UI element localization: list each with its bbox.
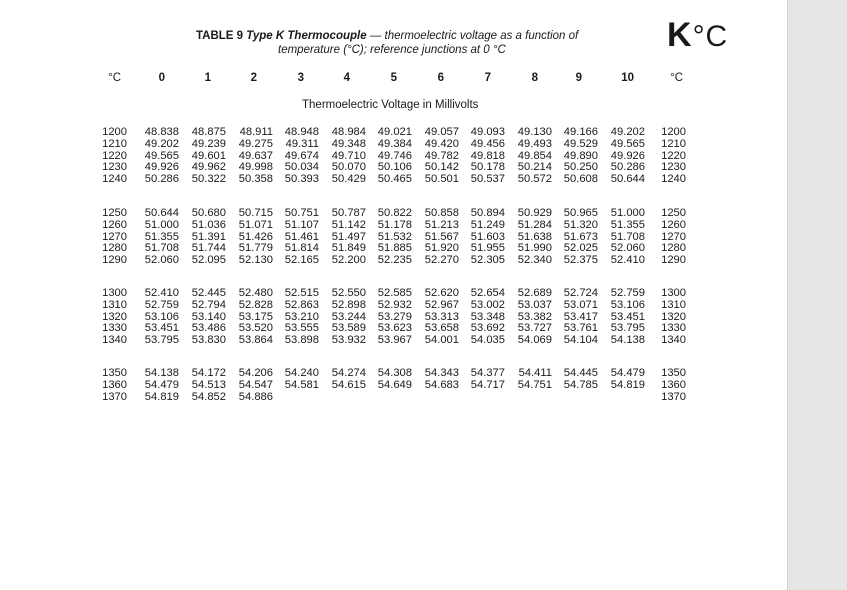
voltage-cell: 49.384 [377, 137, 412, 150]
voltage-cell: 51.000 [144, 218, 179, 231]
voltage-cell: 54.852 [191, 390, 226, 403]
column-header-6: 6 [437, 72, 444, 84]
voltage-cell: 50.644 [610, 173, 645, 186]
voltage-cell: 49.782 [424, 149, 459, 162]
table-row [0, 379, 787, 391]
voltage-cell: 54.206 [238, 367, 273, 379]
table-row [0, 161, 787, 173]
voltage-cell: 53.451 [610, 310, 645, 323]
table-row [0, 299, 787, 311]
voltage-cell: 54.683 [424, 378, 459, 391]
voltage-cell: 49.093 [470, 126, 505, 138]
voltage-cell: 50.393 [284, 173, 319, 186]
header-unit-right: °C [670, 72, 683, 84]
voltage-cell: 54.035 [470, 334, 505, 347]
voltage-cell: 52.932 [377, 298, 412, 311]
row-temperature-right: 1260 [661, 218, 686, 231]
voltage-cell: 51.461 [284, 230, 319, 243]
voltage-cell: 51.320 [563, 218, 598, 231]
voltage-cell: 49.202 [144, 137, 179, 150]
voltage-cell: 48.948 [284, 126, 319, 138]
column-header-0: 0 [158, 72, 165, 84]
voltage-cell: 50.537 [470, 173, 505, 186]
voltage-cell: 53.279 [377, 310, 412, 323]
table-row [0, 219, 787, 231]
voltage-cell: 51.955 [470, 242, 505, 255]
voltage-cell: 51.213 [424, 218, 459, 231]
table-row [0, 254, 787, 266]
voltage-cell: 54.479 [610, 367, 645, 379]
voltage-cell: 53.140 [191, 310, 226, 323]
table-caption [196, 29, 636, 57]
row-temperature-right: 1290 [661, 254, 686, 267]
caption-description-line2: temperature (°C); reference junctions at 0 °C [278, 44, 506, 56]
voltage-cell: 53.830 [191, 334, 226, 347]
voltage-cell: 49.854 [517, 149, 552, 162]
voltage-cell: 50.034 [284, 161, 319, 174]
row-temperature: 1320 [102, 310, 127, 323]
voltage-cell: 50.286 [610, 161, 645, 174]
voltage-cell: 49.493 [517, 137, 552, 150]
row-temperature-right: 1310 [661, 298, 686, 311]
voltage-cell: 52.654 [470, 287, 505, 299]
voltage-cell: 52.898 [331, 298, 366, 311]
table-row [0, 207, 787, 219]
table-row [0, 231, 787, 243]
voltage-cell: 51.249 [470, 218, 505, 231]
voltage-cell: 51.036 [191, 218, 226, 231]
column-header-2: 2 [250, 72, 257, 84]
voltage-cell: 51.673 [563, 230, 598, 243]
voltage-cell: 50.070 [331, 161, 366, 174]
voltage-cell: 51.708 [144, 242, 179, 255]
voltage-cell: 52.480 [238, 287, 273, 299]
voltage-cell: 50.644 [144, 207, 179, 219]
row-temperature: 1330 [102, 322, 127, 335]
table-row [0, 367, 787, 379]
table-row [0, 242, 787, 254]
voltage-cell: 54.649 [377, 378, 412, 391]
voltage-cell: 53.417 [563, 310, 598, 323]
voltage-cell: 49.420 [424, 137, 459, 150]
voltage-cell: 49.710 [331, 149, 366, 162]
voltage-cell: 52.410 [144, 287, 179, 299]
row-temperature-right: 1360 [661, 378, 686, 391]
voltage-cell: 50.250 [563, 161, 598, 174]
voltage-cell: 53.795 [610, 322, 645, 335]
voltage-cell: 49.926 [610, 149, 645, 162]
column-header-1: 1 [204, 72, 211, 84]
column-header-3: 3 [297, 72, 304, 84]
voltage-cell: 49.890 [563, 149, 598, 162]
header-unit-left: °C [108, 72, 121, 84]
row-temperature: 1340 [102, 334, 127, 347]
table-row [0, 126, 787, 138]
voltage-cell: 51.391 [191, 230, 226, 243]
voltage-cell: 49.529 [563, 137, 598, 150]
voltage-cell: 52.060 [610, 242, 645, 255]
voltage-cell: 52.828 [238, 298, 273, 311]
voltage-cell: 54.581 [284, 378, 319, 391]
voltage-cell: 54.819 [610, 378, 645, 391]
voltage-cell: 54.274 [331, 367, 366, 379]
voltage-cell: 49.674 [284, 149, 319, 162]
voltage-cell: 50.680 [191, 207, 226, 219]
voltage-cell: 49.998 [238, 161, 273, 174]
voltage-cell: 51.885 [377, 242, 412, 255]
voltage-cell: 49.239 [191, 137, 226, 150]
voltage-cell: 51.708 [610, 230, 645, 243]
voltage-cell: 54.717 [470, 378, 505, 391]
column-header-10: 10 [621, 72, 634, 84]
table-row [0, 391, 787, 403]
voltage-cell: 53.451 [144, 322, 179, 335]
voltage-cell: 52.515 [284, 287, 319, 299]
voltage-cell: 49.202 [610, 126, 645, 138]
logo-letter: K [667, 16, 693, 54]
row-temperature-right: 1350 [661, 367, 686, 379]
voltage-cell: 50.106 [377, 161, 412, 174]
voltage-cell: 51.178 [377, 218, 412, 231]
voltage-cell: 51.849 [331, 242, 366, 255]
voltage-cell: 49.311 [285, 137, 319, 150]
voltage-cell: 50.214 [517, 161, 552, 174]
voltage-cell: 50.929 [517, 207, 552, 219]
row-temperature: 1270 [102, 230, 127, 243]
logo-unit: °C [692, 20, 729, 53]
table-row [0, 150, 787, 162]
voltage-cell: 52.620 [424, 287, 459, 299]
table-number: TABLE 9 [196, 30, 244, 42]
voltage-cell: 54.138 [144, 367, 179, 379]
voltage-cell: 51.107 [284, 218, 319, 231]
voltage-cell: 51.284 [517, 218, 552, 231]
voltage-cell: 51.744 [191, 242, 226, 255]
voltage-cell: 53.106 [610, 298, 645, 311]
voltage-cell: 51.000 [610, 207, 645, 219]
row-temperature-right: 1320 [661, 310, 686, 323]
row-temperature-right: 1210 [661, 137, 686, 150]
voltage-cell: 49.818 [470, 149, 505, 162]
voltage-cell: 49.021 [377, 126, 412, 138]
voltage-cell: 52.165 [284, 254, 319, 267]
row-temperature-right: 1280 [661, 242, 686, 255]
row-temperature: 1360 [102, 378, 127, 391]
row-temperature: 1250 [102, 207, 127, 219]
voltage-cell: 53.761 [563, 322, 598, 335]
row-temperature-right: 1220 [661, 149, 686, 162]
row-temperature-right: 1200 [661, 126, 686, 138]
table-row [0, 173, 787, 185]
voltage-cell: 52.340 [517, 254, 552, 267]
voltage-cell: 52.724 [563, 287, 598, 299]
table-name: Type K Thermocouple [246, 30, 367, 42]
voltage-cell: 53.727 [517, 322, 552, 335]
voltage-cell: 50.608 [563, 173, 598, 186]
voltage-cell: 52.025 [563, 242, 598, 255]
voltage-cell: 53.932 [331, 334, 366, 347]
table-row [0, 311, 787, 323]
voltage-cell: 52.305 [470, 254, 505, 267]
voltage-cell: 53.658 [424, 322, 459, 335]
row-temperature-right: 1300 [661, 287, 686, 299]
voltage-cell: 52.585 [377, 287, 412, 299]
voltage-cell: 50.178 [470, 161, 505, 174]
voltage-cell: 51.071 [238, 218, 273, 231]
row-temperature: 1220 [102, 149, 127, 162]
voltage-cell: 52.270 [424, 254, 459, 267]
table-row [0, 138, 787, 150]
voltage-cell: 54.479 [144, 378, 179, 391]
voltage-cell: 53.623 [377, 322, 412, 335]
voltage-cell: 49.130 [517, 126, 552, 138]
voltage-cell: 51.779 [238, 242, 273, 255]
voltage-cell: 53.864 [238, 334, 273, 347]
voltage-cell: 52.445 [191, 287, 226, 299]
column-header-8: 8 [531, 72, 538, 84]
voltage-cell: 54.240 [284, 367, 319, 379]
voltage-cell: 49.456 [470, 137, 505, 150]
voltage-cell: 53.348 [470, 310, 505, 323]
column-header-5: 5 [390, 72, 397, 84]
voltage-cell: 50.465 [377, 173, 412, 186]
voltage-cell: 50.429 [331, 173, 366, 186]
voltage-cell: 50.715 [238, 207, 273, 219]
voltage-cell: 53.210 [284, 310, 319, 323]
voltage-cell: 53.692 [470, 322, 505, 335]
voltage-cell: 52.095 [191, 254, 226, 267]
row-temperature-right: 1250 [661, 207, 686, 219]
voltage-cell: 50.142 [424, 161, 459, 174]
row-temperature: 1210 [102, 137, 127, 150]
column-header-4: 4 [343, 72, 350, 84]
caption-dash: — [366, 30, 385, 42]
row-temperature-right: 1240 [661, 173, 686, 186]
thermocouple-type-logo [667, 16, 728, 55]
voltage-cell: 53.037 [517, 298, 552, 311]
voltage-cell: 52.200 [331, 254, 366, 267]
voltage-cell: 52.130 [238, 254, 273, 267]
voltage-cell: 48.875 [191, 126, 226, 138]
row-temperature: 1240 [102, 173, 127, 186]
voltage-cell: 52.967 [424, 298, 459, 311]
voltage-cell: 49.565 [610, 137, 645, 150]
voltage-cell: 53.967 [377, 334, 412, 347]
voltage-cell: 51.920 [424, 242, 459, 255]
voltage-cell: 51.532 [377, 230, 412, 243]
voltage-cell: 52.759 [610, 287, 645, 299]
voltage-cell: 48.984 [331, 126, 366, 138]
voltage-cell: 54.445 [563, 367, 598, 379]
voltage-cell: 53.898 [284, 334, 319, 347]
voltage-cell: 51.603 [470, 230, 505, 243]
row-temperature: 1370 [102, 390, 127, 403]
row-temperature: 1230 [102, 161, 127, 174]
voltage-cell: 51.497 [331, 230, 366, 243]
voltage-cell: 52.410 [610, 254, 645, 267]
voltage-cell: 51.355 [610, 218, 645, 231]
voltage-cell: 49.348 [331, 137, 366, 150]
row-temperature-right: 1340 [661, 334, 686, 347]
voltage-cell: 51.142 [331, 218, 366, 231]
voltage-cell: 49.275 [238, 137, 273, 150]
row-temperature: 1280 [102, 242, 127, 255]
voltage-cell: 49.057 [424, 126, 459, 138]
voltage-cell: 52.235 [377, 254, 412, 267]
voltage-cell: 52.863 [284, 298, 319, 311]
voltage-cell: 53.244 [331, 310, 366, 323]
voltage-cell: 50.501 [424, 173, 459, 186]
voltage-cell: 52.689 [517, 287, 552, 299]
row-temperature: 1200 [102, 126, 127, 138]
voltage-cell: 54.172 [191, 367, 226, 379]
row-temperature-right: 1230 [661, 161, 686, 174]
voltage-cell: 54.513 [191, 378, 226, 391]
column-header-9: 9 [575, 72, 582, 84]
voltage-cell: 52.060 [144, 254, 179, 267]
voltage-cell: 52.375 [563, 254, 598, 267]
voltage-cell: 51.638 [517, 230, 552, 243]
row-temperature: 1300 [102, 287, 127, 299]
voltage-cell: 49.637 [238, 149, 273, 162]
voltage-cell: 51.990 [517, 242, 552, 255]
voltage-cell: 53.175 [238, 310, 273, 323]
voltage-cell: 51.814 [284, 242, 319, 255]
row-temperature-right: 1270 [661, 230, 686, 243]
voltage-cell: 54.069 [517, 334, 552, 347]
voltage-cell: 53.486 [191, 322, 226, 335]
voltage-cell: 49.565 [144, 149, 179, 162]
caption-description-line1: thermoelectric voltage as a function of [384, 30, 579, 42]
voltage-cell: 54.343 [424, 367, 459, 379]
voltage-cell: 49.166 [563, 126, 598, 138]
voltage-cell: 53.520 [238, 322, 273, 335]
voltage-cell: 53.555 [284, 322, 319, 335]
voltage-cell: 54.411 [518, 367, 552, 379]
voltage-cell: 53.313 [424, 310, 459, 323]
row-temperature: 1310 [102, 298, 127, 311]
voltage-cell: 50.965 [563, 207, 598, 219]
voltage-cell: 54.886 [238, 390, 273, 403]
voltage-cell: 50.787 [331, 207, 366, 219]
row-temperature-right: 1370 [661, 390, 686, 403]
row-temperature: 1350 [102, 367, 127, 379]
voltage-cell: 49.601 [191, 149, 226, 162]
voltage-cell: 52.794 [191, 298, 226, 311]
voltage-cell: 50.358 [238, 173, 273, 186]
voltage-cell: 54.001 [424, 334, 459, 347]
voltage-cell: 50.572 [517, 173, 552, 186]
voltage-cell: 54.547 [238, 378, 273, 391]
voltage-cell: 53.071 [563, 298, 598, 311]
voltage-cell: 54.138 [610, 334, 645, 347]
voltage-cell: 50.751 [284, 207, 319, 219]
voltage-cell: 52.759 [144, 298, 179, 311]
voltage-cell: 49.962 [191, 161, 226, 174]
voltage-cell: 48.911 [239, 126, 273, 138]
voltage-cell: 51.567 [424, 230, 459, 243]
voltage-cell: 53.382 [517, 310, 552, 323]
voltage-cell: 50.822 [377, 207, 412, 219]
units-heading: Thermoelectric Voltage in Millivolts [302, 99, 479, 111]
voltage-cell: 54.308 [377, 367, 412, 379]
voltage-cell: 53.106 [144, 310, 179, 323]
row-temperature-right: 1330 [661, 322, 686, 335]
voltage-cell: 53.795 [144, 334, 179, 347]
voltage-cell: 54.751 [517, 378, 552, 391]
scrollbar-gutter[interactable] [787, 0, 847, 590]
column-header-7: 7 [484, 72, 491, 84]
voltage-cell: 54.377 [470, 367, 505, 379]
table-row [0, 287, 787, 299]
voltage-cell: 54.615 [331, 378, 366, 391]
row-temperature: 1290 [102, 254, 127, 267]
voltage-cell: 50.322 [191, 173, 226, 186]
voltage-cell: 54.104 [563, 334, 598, 347]
row-temperature: 1260 [102, 218, 127, 231]
table-row [0, 334, 787, 346]
voltage-cell: 50.286 [144, 173, 179, 186]
voltage-cell: 50.858 [424, 207, 459, 219]
voltage-cell: 54.785 [563, 378, 598, 391]
voltage-cell: 54.819 [144, 390, 179, 403]
voltage-cell: 49.926 [144, 161, 179, 174]
voltage-cell: 53.589 [331, 322, 366, 335]
voltage-cell: 51.355 [144, 230, 179, 243]
table-row [0, 322, 787, 334]
voltage-cell: 52.550 [331, 287, 366, 299]
voltage-cell: 49.746 [377, 149, 412, 162]
voltage-cell: 48.838 [144, 126, 179, 138]
voltage-cell: 51.426 [238, 230, 273, 243]
voltage-cell: 53.002 [470, 298, 505, 311]
voltage-cell: 50.894 [470, 207, 505, 219]
